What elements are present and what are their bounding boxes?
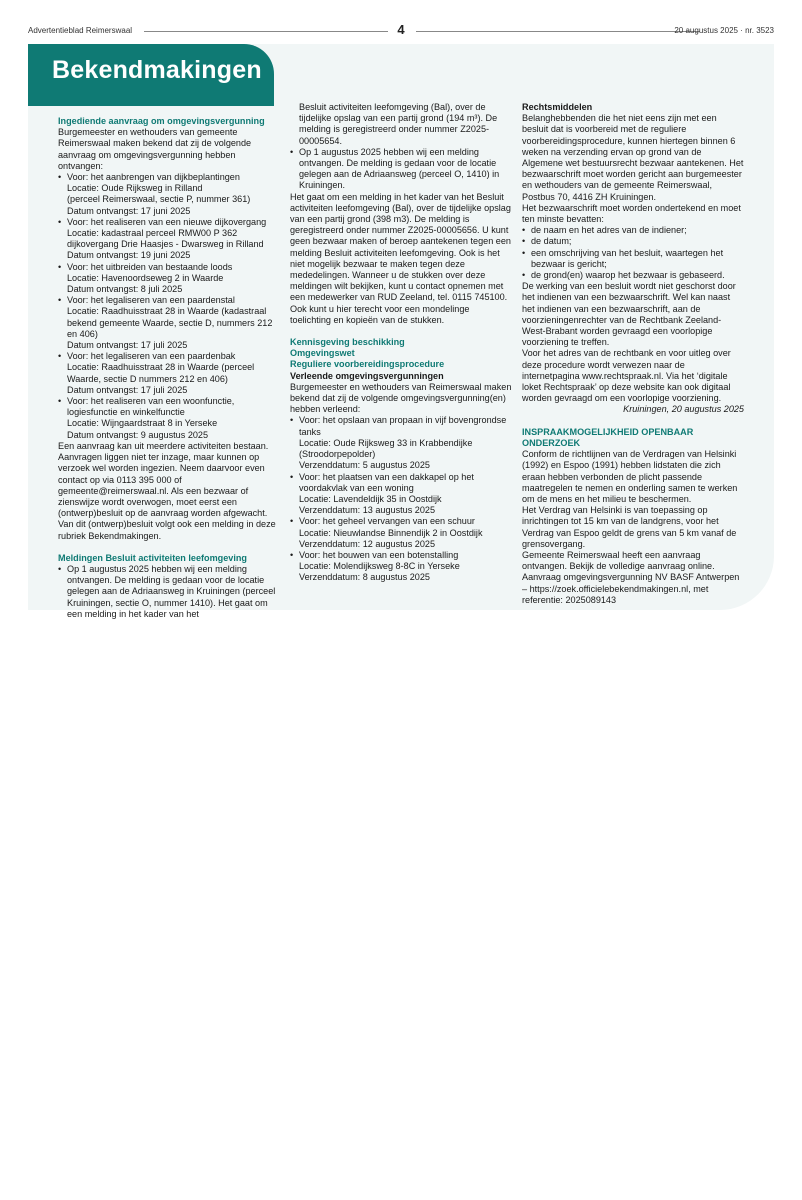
list-item-line: Voor: het realiseren van een woonfunctie, logiesfunctie en winkelfunctie — [67, 396, 235, 418]
heading-aanvraag: Ingediende aanvraag om omgevingsvergunning — [58, 116, 265, 126]
intro-aanvraag: Burgemeester en wethouders van gemeente Reimerswaal maken bekend dat zij de volgende aanvraag om omgevingsvergunning hebben ontvangen: — [58, 127, 252, 171]
list-item — [290, 516, 512, 550]
list-item-text — [67, 262, 280, 296]
list-item-line: Verzenddatum: 5 augustus 2025 — [299, 460, 430, 471]
aanvraag-list — [58, 172, 280, 441]
list-item-text — [299, 516, 512, 550]
signoff: Kruiningen, 20 augustus 2025 — [623, 404, 744, 415]
column-3 — [522, 102, 744, 606]
page-header — [28, 24, 774, 40]
bullet: • — [58, 172, 62, 183]
list-item-line: Verzenddatum: 13 augustus 2025 — [299, 505, 436, 516]
section-banner — [28, 44, 274, 106]
melding-text: Op 1 augustus 2025 hebben wij een melding ontvangen. De melding is gedaan voor de locatie gelegen aan de Adriaansweg (perceel O, 1410) in Kruiningen. — [299, 146, 500, 191]
list-item — [290, 550, 512, 584]
bullet: • — [522, 225, 526, 236]
list-item-line: Datum ontvangst: 19 juni 2025 — [67, 250, 191, 261]
list-item-line: Verzenddatum: 12 augustus 2025 — [299, 538, 436, 549]
heading-verleend: Verleende omgevingsvergunningen — [290, 370, 444, 381]
rechtsmiddelen-p3: De werking van een besluit wordt niet geschorst door het indienen van een bezwaarschrift. Wel kan naast het indienen van een bezwaarschrift, aan de voorzieningenrechter van de Rechtbank Zeeland-West-Brabant worden gevraagd een voorlopige voorziening te treffen. — [522, 281, 736, 348]
list-item-line: Voor: het realiseren van een nieuwe dijkovergang — [67, 216, 267, 227]
bullet: • — [58, 295, 62, 306]
list-item-text — [299, 415, 512, 471]
list-item-text — [67, 295, 280, 351]
list-item-line: Locatie: Molendijksweg 8-8C in Yerseke — [299, 561, 460, 572]
list-item-line: Datum ontvangst: 9 augustus 2025 — [67, 429, 209, 440]
bullet: • — [290, 516, 294, 527]
inspraak-p3: Gemeente Reimerswaal heeft een aanvraag ontvangen. Bekijk de volledige aanvraag online. — [522, 549, 715, 572]
list-item-text — [67, 396, 280, 441]
list-item — [522, 225, 744, 236]
verleend-list — [290, 415, 512, 583]
list-item-line: (perceel Reimerswaal, sectie P, nummer 361) — [67, 194, 251, 205]
bullet: • — [290, 471, 294, 482]
list-item-line: Voor: het plaatsen van een dakkapel op het voordakvlak van een woning — [299, 471, 474, 493]
bullet: • — [58, 351, 62, 362]
bullet: • — [522, 270, 526, 281]
rechtsmiddelen-p2: Het bezwaarschrift moet worden ondertekend en moet ten minste bevatten: — [522, 202, 741, 225]
list-item — [522, 270, 744, 281]
list-item-line: Locatie: Raadhuisstraat 28 in Waarde (kadastraal bekend gemeente Waarde, sectie D, nummers 212 en 406) — [67, 306, 273, 339]
list-item-line: Voor: het legaliseren van een paardenstal — [67, 295, 235, 306]
bullet: • — [290, 415, 294, 426]
list-item — [58, 564, 280, 620]
heading-rechtsmiddelen: Rechtsmiddelen — [522, 102, 593, 112]
inspraak-p4: Aanvraag omgevingsvergunning NV BASF Antwerpen – https://zoek.officielebekendmakingen.nl, met referentie: 2025089143 — [522, 572, 740, 605]
list-item-text: de grond(en) waarop het bezwaar is gebaseerd. — [531, 270, 725, 281]
bullet: • — [58, 563, 62, 574]
melding-text: Op 1 augustus 2025 hebben wij een melding ontvangen. De melding is gedaan voor de locatie gelegen aan de Adriaansweg in Kruiningen (perceel Kruiningen, sectie O, nummer 1410). Het gaat om een melding in het kader van het — [67, 563, 276, 619]
list-item — [58, 217, 280, 262]
list-item-line: Voor: het legaliseren van een paardenbak — [67, 351, 236, 362]
list-item-text: een omschrijving van het besluit, waartegen het bezwaar is gericht; — [531, 247, 724, 269]
heading-inspraak: INSPRAAKMOGELIJKHEID OPENBAAR ONDERZOEK — [522, 426, 694, 448]
header-rule-left — [144, 31, 388, 32]
list-item-line: Datum ontvangst: 8 juli 2025 — [67, 284, 183, 295]
header-rule-right — [416, 31, 700, 32]
list-item-text: de datum; — [531, 236, 572, 247]
list-item — [58, 396, 280, 441]
list-item-line: Voor: het geheel vervangen van een schuur — [299, 516, 475, 527]
column-2 — [290, 102, 512, 584]
bullet: • — [290, 549, 294, 560]
list-item-text — [299, 550, 512, 584]
list-item-line: Datum ontvangst: 17 juli 2025 — [67, 384, 188, 395]
list-item-line: Locatie: Raadhuisstraat 28 in Waarde (perceel Waarde, sectie D nummers 212 en 406) — [67, 362, 255, 384]
list-item-text: de naam en het adres van de indiener; — [531, 225, 687, 236]
rechtsmiddelen-p4: Voor het adres van de rechtbank en voor uitleg over deze procedure wordt verwezen naar de internetpagina www.rechtspraak.nl. Via het ‘digitale loket Rechtspraak’ op deze website kan ook digitaal worden gevraagd om een voorlopige voorziening. — [522, 348, 731, 404]
list-item — [290, 147, 512, 192]
list-item-text — [67, 172, 280, 217]
issue-date: 20 augustus 2025 · nr. 3523 — [674, 26, 774, 35]
list-item-line: Locatie: Nieuwlandse Binnendijk 2 in Oostdijk — [299, 527, 483, 538]
list-item-text — [67, 217, 280, 262]
list-item-line: Datum ontvangst: 17 juni 2025 — [67, 205, 191, 216]
list-item-line: Locatie: Lavendeldijk 35 in Oostdijk — [299, 493, 442, 504]
bullet: • — [522, 247, 526, 258]
melding-continued: Besluit activiteiten leefomgeving (Bal), over de tijdelijke opslag van een partij grond (194 m³). De melding is geregistreerd onder nummer Z2025-00005654. — [299, 102, 498, 146]
intro-verleend: Burgemeester en wethouders van Reimerswaal maken bekend dat zij de volgende omgevingsvergunning(en) hebben verleend: — [290, 381, 512, 415]
bullet: • — [522, 236, 526, 247]
publication-name: Advertentieblad Reimerswaal — [28, 26, 133, 35]
requirements-list — [522, 225, 744, 281]
list-item-line: Voor: het aanbrengen van dijkbeplantingen — [67, 172, 240, 183]
list-item — [290, 472, 512, 517]
list-item — [58, 172, 280, 217]
column-1 — [58, 116, 280, 620]
section-title: Bekendmakingen — [52, 56, 262, 84]
heading-kennisgeving: Kennisgeving beschikking — [290, 337, 405, 348]
list-item-line: Voor: het opslaan van propaan in vijf bovengrondse tanks — [299, 415, 507, 437]
bullet: • — [290, 146, 294, 157]
list-item-line: Verzenddatum: 8 augustus 2025 — [299, 572, 430, 583]
list-item-line: Locatie: Wijngaardstraat 8 in Yerseke — [67, 418, 218, 429]
list-item-line: Locatie: Havenoordseweg 2 in Waarde — [67, 272, 224, 283]
list-item — [290, 415, 512, 471]
list-item-text — [67, 351, 280, 396]
bullet: • — [58, 396, 62, 407]
heading-meldingen: Meldingen Besluit activiteiten leefomgeving — [58, 552, 247, 563]
list-item — [58, 351, 280, 396]
bullet: • — [58, 216, 62, 227]
list-item-line: Locatie: Oude Rijksweg 33 in Krabbendijke (Stroodorpepolder) — [299, 437, 473, 460]
heading-omgevingswet: Omgevingswet — [290, 348, 355, 359]
list-item-text — [299, 472, 512, 517]
inspraak-p1: Conform de richtlijnen van de Verdragen van Helsinki (1992) en Espoo (1991) hebben lidstaten die zich eraan hebben verbonden de plicht passende maatregelen te nemen en onderling samen te werken om de mens en het milieu te beschermen. — [522, 449, 738, 504]
list-item — [522, 236, 744, 247]
list-item-line: Locatie: Oude Rijksweg in Rilland — [67, 183, 203, 194]
rechtsmiddelen-p1: Belanghebbenden die het niet eens zijn met een besluit dat is voorbereid met de reguliere voorbereidingsprocedure, kunnen hiertegen binnen 6 weken na verzending ervan op grond van de Algemene wet bestuursrecht bezwaar aantekenen. Het bezwaarschrift moet worden gericht aan burgemeester en wethouders van de gemeente Reimerswaal, Postbus 70, 4416 ZH Kruiningen. — [522, 113, 744, 202]
heading-procedure: Reguliere voorbereidingsprocedure — [290, 359, 445, 370]
list-item — [58, 262, 280, 296]
inspraak-p2: Het Verdrag van Helsinki is van toepassing op inrichtingen tot 15 km van de landgrens, voor het Verdrag van Espoo geldt de grens van 5 km vanaf de grensovergang. — [522, 505, 737, 549]
list-item — [58, 295, 280, 351]
bullet: • — [58, 261, 62, 272]
list-item-line: Datum ontvangst: 17 juli 2025 — [67, 340, 188, 351]
list-item-line: Voor: het bouwen van een botenstalling — [299, 549, 459, 560]
list-item-line: Locatie: kadastraal perceel RMW00 P 362 dijkovergang Drie Haasjes - Dwarsweg in Rilland — [67, 228, 264, 250]
outro-aanvraag: Een aanvraag kan uit meerdere activiteiten bestaan. Aanvragen liggen niet ter inzage, maar kunnen op verzoek wel worden ingezien. Neem daarvoor even contact op via 0113 395 000 of gemeente@reimerswaal.nl. Als een bezwaar of zienswijze wordt overwogen, moet eerst een (ontwerp)besluit op de aanvraag worden afgewacht. Van dit (ontwerp)besluit volgt ook een melding in deze rubriek Bekendmakingen. — [58, 440, 276, 541]
list-item — [522, 248, 744, 270]
list-item-line: Voor: het uitbreiden van bestaande loods — [67, 261, 233, 272]
page-number: 4 — [397, 22, 405, 37]
melding-paragraph: Het gaat om een melding in het kader van het Besluit activiteiten leefomgeving (Bal), over de tijdelijke opslag van een partij grond (398 m3). De melding is geregistreerd onder nummer Z2025-00005656. U kunt geen bezwaar maken of beroep aantekenen tegen een melding Besluit activiteiten leefomgeving. Ook is het niet mogelijk bezwaar te maken tegen deze mededelingen. Wanneer u de stukken over deze meldingen wilt bekijken, kunt u contact opnemen met een medewerker van RUD Zeeland, tel. 0115 745100. Ook kunt u hier terecht voor een mondelinge toelichting en kopieën van de stukken. — [290, 191, 511, 325]
